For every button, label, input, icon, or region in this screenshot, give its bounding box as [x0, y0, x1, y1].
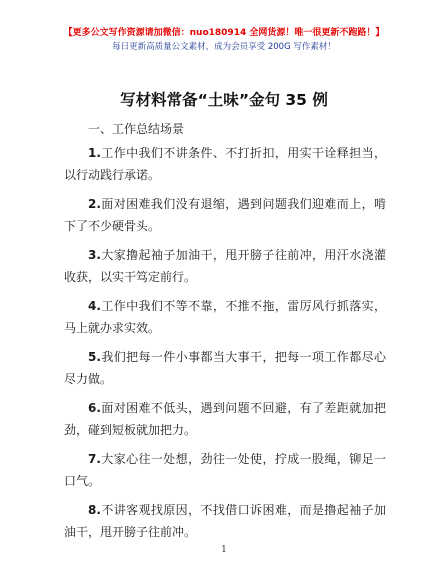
item-number: 3.	[88, 248, 101, 262]
item-text: 面对困难我们没有退缩，遇到问题我们迎难而上，啃下了不少硬骨头。	[64, 197, 386, 233]
list-item	[64, 397, 386, 441]
item-number: 8.	[88, 503, 101, 517]
list-item	[64, 346, 386, 390]
item-text: 大家撸起袖子加油干，甩开膀子往前冲，用汗水浇灌收获，以实干笃定前行。	[64, 248, 386, 284]
list-item	[64, 448, 386, 492]
list-item	[64, 142, 386, 186]
list-item	[64, 295, 386, 339]
item-number: 7.	[88, 452, 101, 466]
banner-line-1: 【更多公文写作资源请加微信：nuo180914 全网货源！唯一很更新不跑路！】	[63, 28, 385, 38]
section-heading: 一、工作总结场景	[88, 122, 185, 136]
item-list	[64, 142, 386, 550]
item-number: 4.	[88, 299, 101, 313]
item-number: 6.	[88, 401, 101, 415]
item-text: 我们把每一件小事都当大事干，把每一项工作都尽心尽力做。	[64, 350, 386, 386]
item-text: 大家心往一处想，劲往一处使，拧成一股绳，铆足一口气。	[64, 452, 386, 488]
item-number: 2.	[88, 197, 101, 211]
item-text: 面对困难不低头，遇到问题不回避，有了差距就加把劲，碰到短板就加把力。	[64, 401, 386, 437]
item-number: 1.	[88, 146, 101, 160]
item-number: 5.	[88, 350, 101, 364]
page-number: 1	[221, 545, 227, 555]
item-text: 工作中我们不讲条件、不打折扣，用实干诠释担当，以行动践行承诺。	[64, 146, 386, 182]
list-item	[64, 499, 386, 543]
document-title: 写材料常备“土味”金句 35 例	[120, 91, 328, 109]
list-item	[64, 193, 386, 237]
list-item	[64, 244, 386, 288]
item-text: 工作中我们不等不靠，不推不拖，雷厉风行抓落实，马上就办求实效。	[64, 299, 386, 335]
item-text: 不讲客观找原因，不找借口诉困难，而是撸起袖子加油干，甩开膀子往前冲。	[64, 503, 386, 539]
banner-line-2: 每日更新高质量公文素材，成为会员享受 200G 写作素材！	[112, 42, 336, 52]
promo-banner	[0, 27, 448, 53]
